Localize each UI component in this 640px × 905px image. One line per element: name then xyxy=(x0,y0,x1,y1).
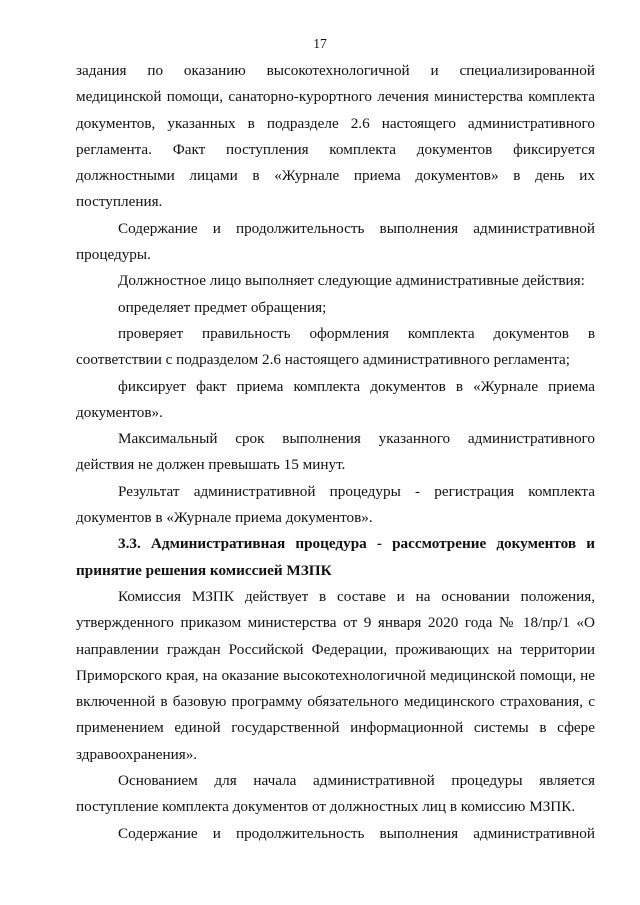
paragraph-action-record: фиксирует факт приема комплекта документов в «Журнале приема документов». xyxy=(76,377,595,421)
paragraph-content-duration-2: Содержание и продолжительность выполнения административной xyxy=(118,824,595,842)
paragraph-official-actions: Должностное лицо выполняет следующие административные действия: xyxy=(118,272,585,290)
paragraph-max-duration: Максимальный срок выполнения указанного административного действия не должен превышать 15 минут. xyxy=(76,430,595,474)
paragraph-action-subject: определяет предмет обращения; xyxy=(118,298,327,316)
paragraph-action-check: проверяет правильность оформления комплекта документов в соответствии с подразделом 2.6 настоящего административного регламента; xyxy=(76,324,595,369)
document-body xyxy=(76,58,595,847)
paragraph-basis: Основанием для начала административной процедуры является поступление комплекта документов от должностных лиц в комиссию МЗПК. xyxy=(76,772,595,816)
paragraph-result: Результат административной процедуры - регистрация комплекта документов в «Журнале приема документов». xyxy=(76,482,595,527)
paragraph-commission: Комиссия МЗПК действует в составе и на основании положения, утвержденного приказом министерства от 9 января 2020 года № 18/пр/1 «О направлении граждан Российской Федерации, проживающих на территории Приморского края, на оказание высокотехнологичной медицинской помощи, не включенной в базовую программу обязательного медицинского страхования, с применением единой государственной информационной системы в сфере здравоохранения». xyxy=(76,587,595,763)
page-number: 17 xyxy=(313,36,327,51)
section-heading-3-3: 3.3. Административная процедура - рассмотрение документов и принятие решения комиссией МЗПК xyxy=(76,535,595,579)
paragraph-content-duration: Содержание и продолжительность выполнения административной процедуры. xyxy=(76,219,595,264)
paragraph-continuation: задания по оказанию высокотехнологичной и специализированной медицинской помощи, санаторно-курортного лечения министерства комплекта документов, указанных в подразделе 2.6 настоящего административного регламента. Факт поступления комплекта документов фиксируется должностными лицами в «Журнале приема документов» в день их поступления. xyxy=(76,62,595,211)
